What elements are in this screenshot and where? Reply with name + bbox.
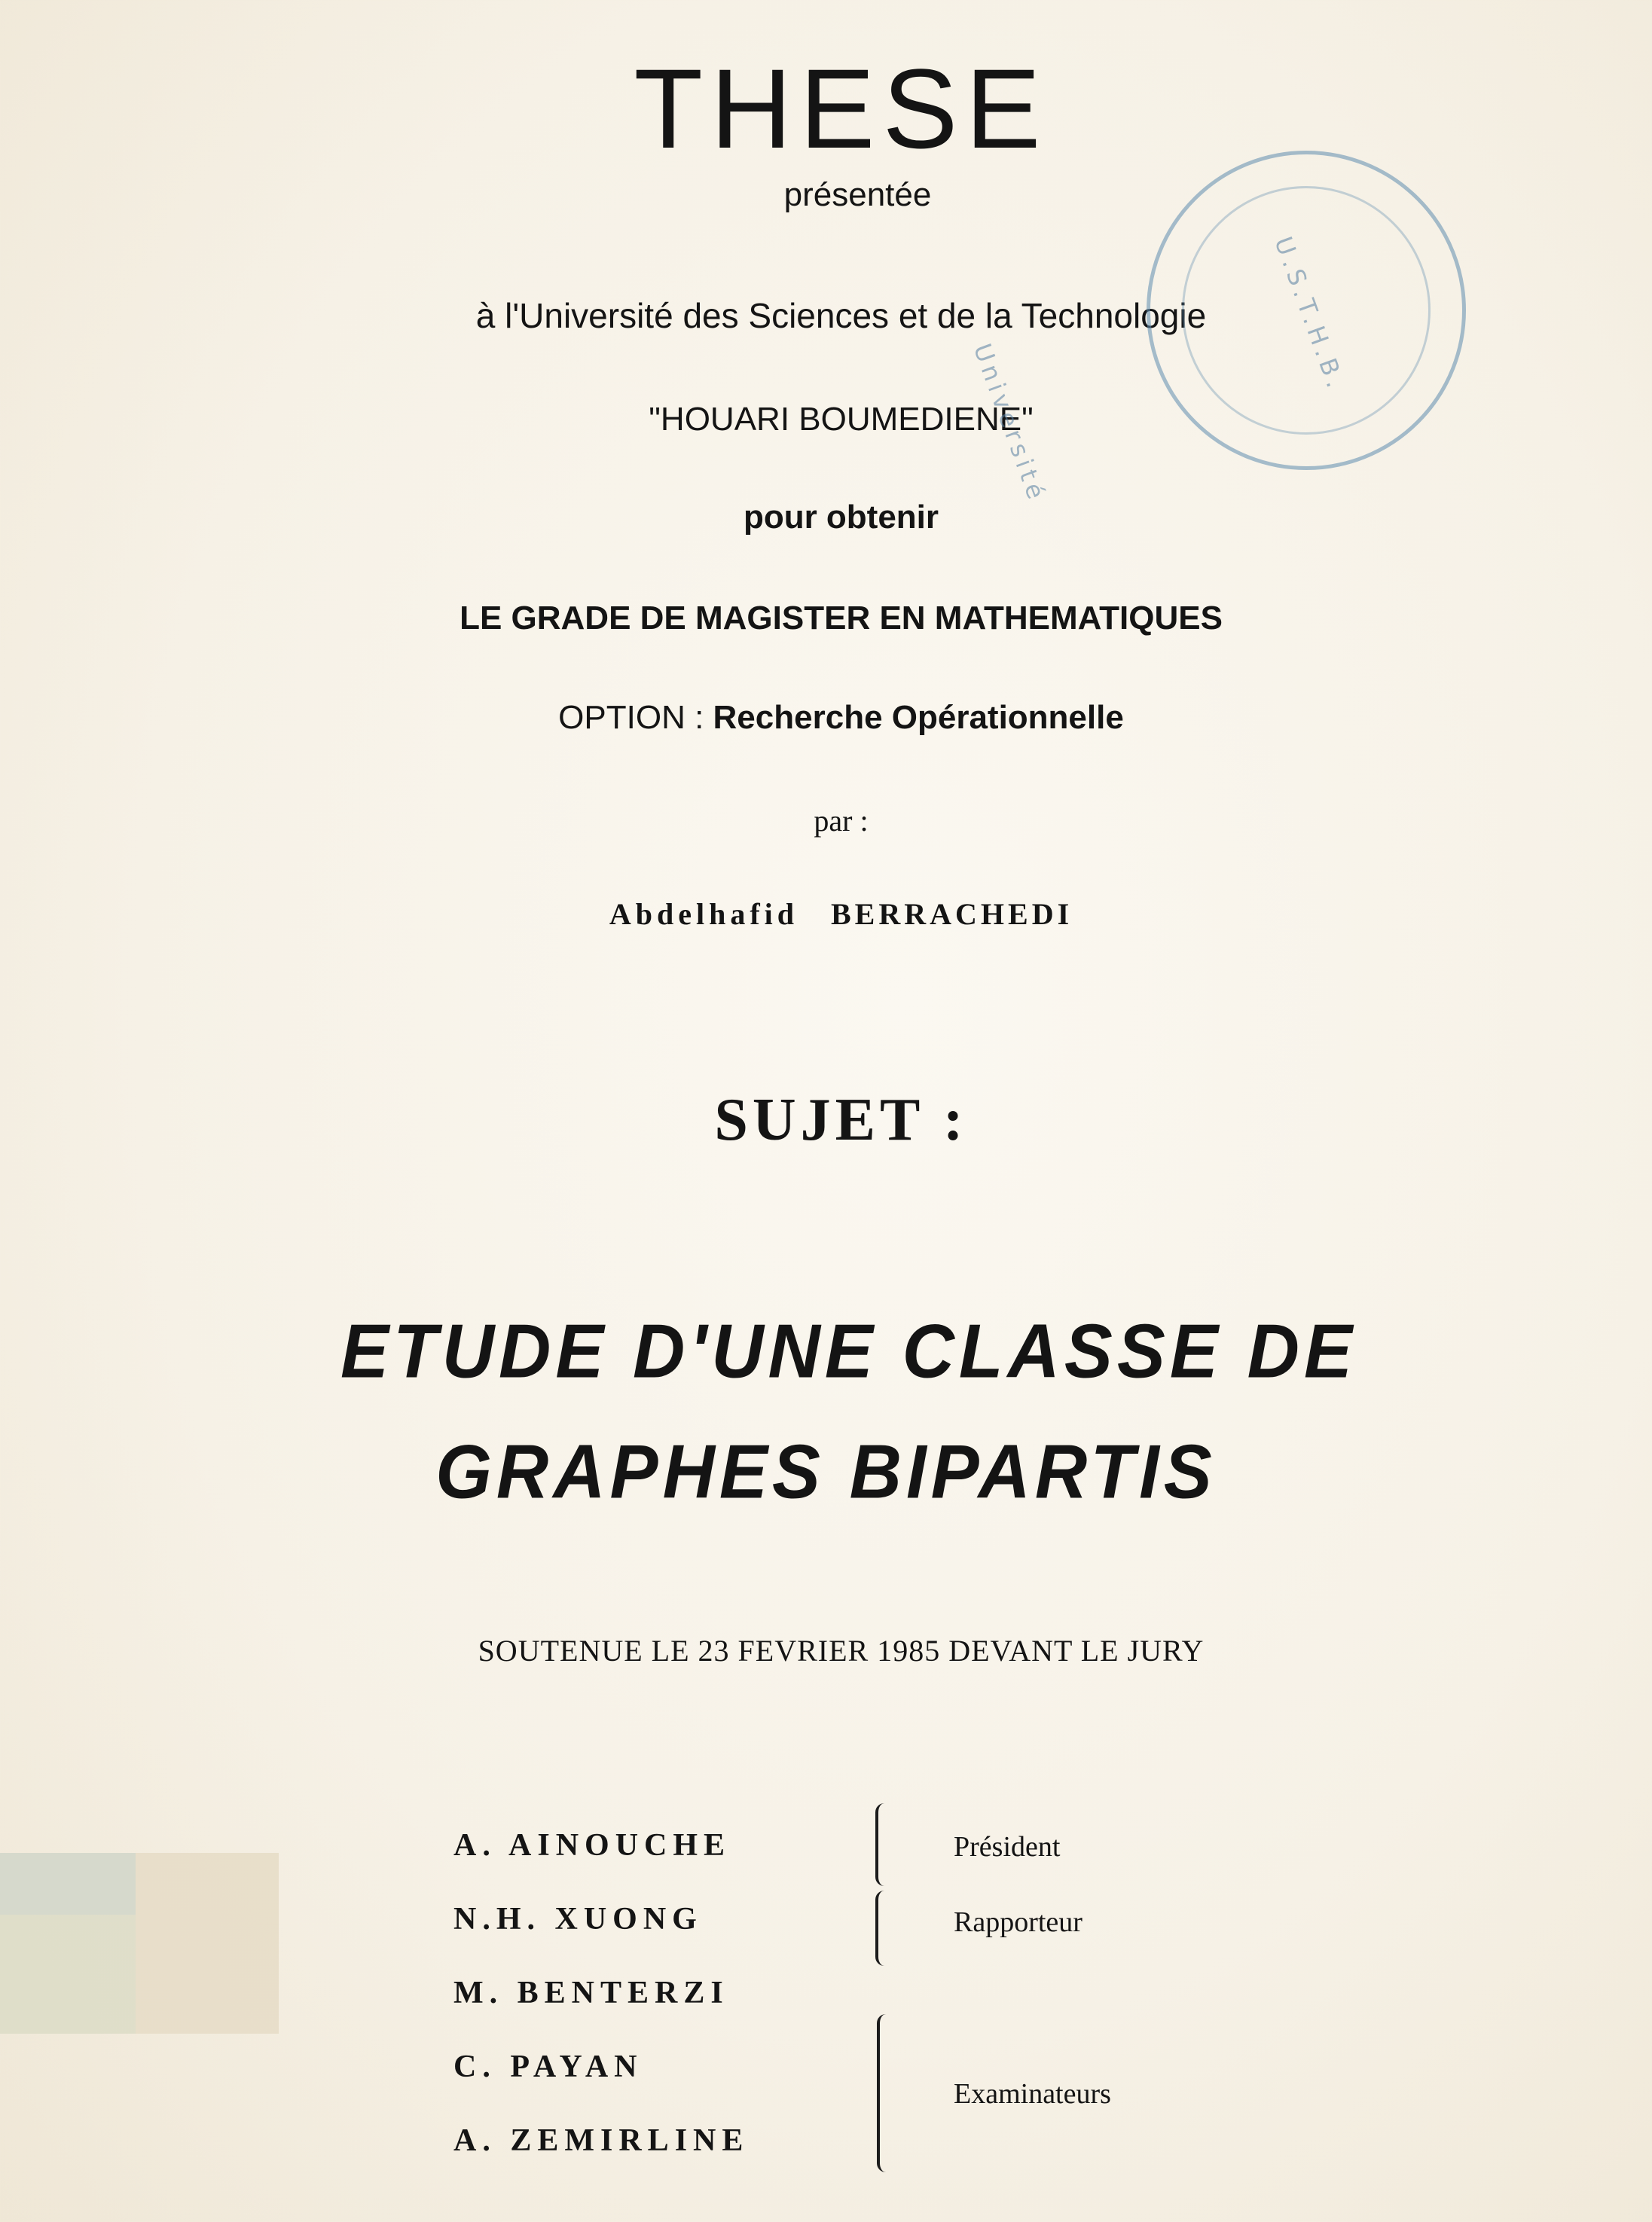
jury-role-rapporteur: Rapporteur — [954, 1906, 1083, 1938]
brace-rapporteur — [875, 1891, 890, 1966]
subject-title-line-1: ETUDE D'UNE CLASSE DE — [340, 1309, 1357, 1394]
jury-member: A. AINOUCHE — [453, 1828, 731, 1863]
by-label: par : — [814, 804, 869, 838]
library-stamp — [967, 151, 1466, 507]
jury-member: M. BENTERZI — [453, 1976, 729, 2010]
defense-line: SOUTENUE LE 23 FEVRIER 1985 DEVANT LE JURY — [478, 1634, 1205, 1668]
jury-member: C. PAYAN — [453, 2050, 643, 2084]
subject-title-line-2: GRAPHES BIPARTIS — [435, 1430, 1217, 1515]
jury-member: N.H. XUONG — [453, 1902, 703, 1937]
subject-label: SUJET : — [714, 1087, 968, 1153]
stamp-text: U.S.T.H.B. Université — [967, 233, 1351, 507]
option-label: OPTION : — [558, 699, 704, 736]
degree-line: LE GRADE DE MAGISTER EN MATHEMATIQUES — [460, 600, 1223, 636]
brace-president — [875, 1803, 890, 1886]
author-first-name: Abdelhafid — [609, 897, 799, 931]
university-line: à l'Université des Sciences et de la Technologie — [475, 296, 1207, 335]
jury-role-president: Président — [954, 1831, 1061, 1863]
brace-examinateurs — [877, 2014, 892, 2172]
presented-label: présentée — [783, 176, 932, 213]
document-title: THESE — [634, 45, 1049, 172]
option-line — [15, 699, 1652, 737]
option-value: Recherche Opérationnelle — [713, 699, 1124, 736]
jury-member: A. ZEMIRLINE — [453, 2123, 750, 2158]
jury-role-examinateurs: Examinateurs — [954, 2078, 1111, 2110]
author-last-name: BERRACHEDI — [831, 897, 1073, 931]
library-label-strip — [0, 1853, 136, 1915]
author-line — [15, 896, 1652, 932]
purpose-line: pour obtenir — [743, 499, 939, 536]
university-name: "HOUARI BOUMEDIENE" — [649, 401, 1034, 438]
